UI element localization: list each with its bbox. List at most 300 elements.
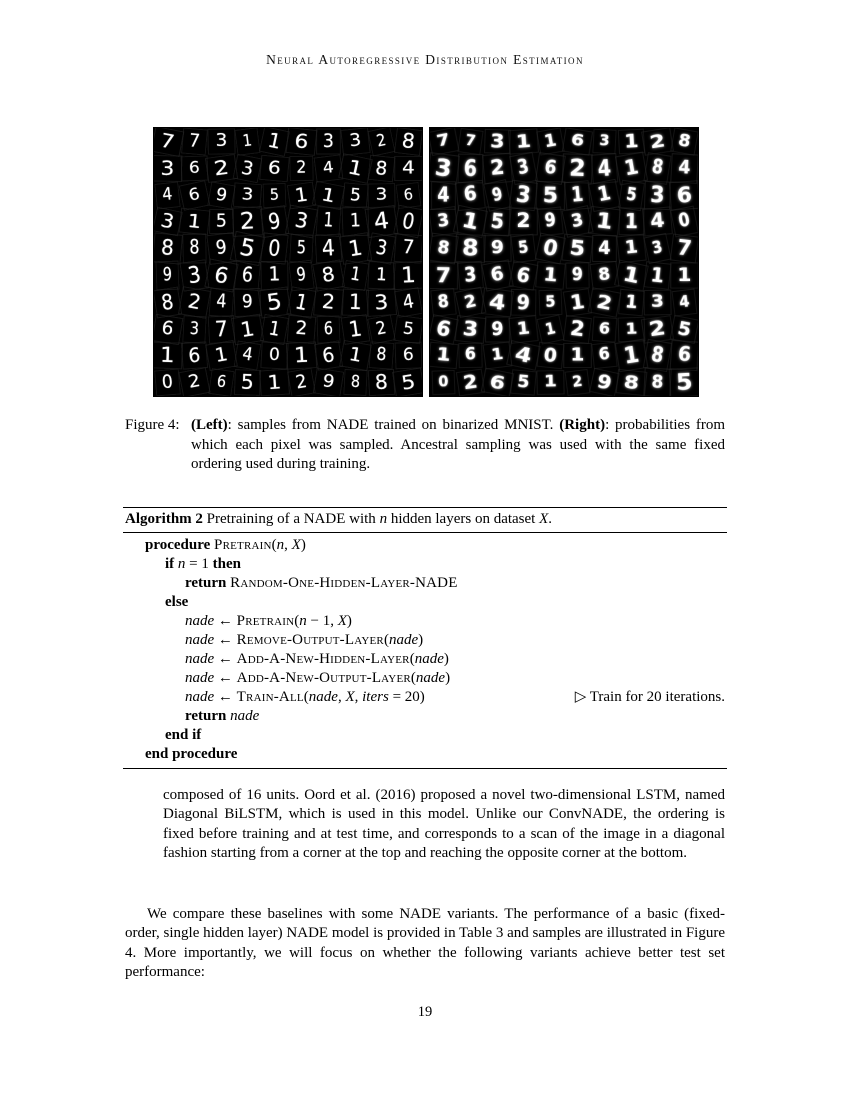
text-segment: Random-One-Hidden-Layer-NADE	[230, 575, 458, 591]
text-segment: ,	[284, 537, 292, 553]
algorithm-code	[185, 688, 425, 707]
mnist-digit-cell: 6	[592, 316, 617, 342]
text-segment: then	[212, 556, 241, 572]
mnist-digit-cell: 6	[314, 341, 343, 371]
mnist-digit-cell: 6	[591, 342, 617, 369]
mnist-digit-cell: 9	[260, 205, 289, 238]
mnist-digit-cell: 3	[484, 129, 511, 154]
mnist-digit-cell: 5	[234, 369, 261, 396]
mnist-digit-cell: 8	[429, 233, 459, 265]
text-segment: nade	[185, 670, 215, 686]
mnist-digit-cell: 3	[182, 315, 206, 343]
algorithm-line	[125, 593, 725, 612]
mnist-digit-cell: 1	[368, 261, 396, 290]
mnist-digit-cell: 3	[316, 129, 340, 155]
mnist-digit-cell: 3	[233, 154, 262, 183]
mnist-digit-cell: 7	[429, 261, 458, 289]
text-segment: else	[165, 594, 189, 610]
mnist-digit-cell: 4	[394, 287, 423, 318]
mnist-digit-cell: 6	[535, 152, 566, 185]
mnist-digit-cell: 1	[536, 127, 564, 155]
mnist-digit-cell: 7	[670, 234, 699, 264]
text-segment: ,	[354, 689, 363, 705]
mnist-digit-cell: 1	[614, 151, 647, 185]
text-segment: = 1	[185, 556, 213, 572]
text-segment: X	[291, 537, 301, 553]
mnist-digit-cell: 8	[153, 233, 183, 265]
mnist-digit-cell: 6	[457, 153, 483, 183]
mnist-digit-cell: 4	[234, 341, 261, 371]
text-segment: nade	[185, 689, 215, 705]
mnist-digit-cell: 1	[429, 342, 459, 369]
text-segment: = 20)	[388, 689, 425, 705]
mnist-digit-cell: 2	[287, 314, 316, 343]
mnist-digit-cell: 1	[315, 206, 341, 237]
mnist-digit-cell: 5	[536, 181, 566, 210]
mnist-digit-cell: 4	[592, 235, 616, 262]
algorithm-code	[145, 536, 306, 555]
mnist-digit-cell: 9	[511, 289, 537, 316]
text-segment: n	[177, 556, 186, 572]
mnist-digit-cell: 1	[178, 208, 210, 236]
mnist-digit-cell: 1	[453, 205, 488, 238]
mnist-digit-cell: 6	[234, 260, 261, 291]
text-segment: nade	[415, 670, 446, 686]
figure-label: Figure 4:	[125, 417, 180, 433]
mnist-digit-cell: 5	[230, 231, 266, 266]
algorithm-line	[125, 707, 725, 726]
text-segment: hidden layers on dataset	[387, 511, 540, 527]
mnist-digit-cell: 6	[178, 180, 210, 210]
text-segment: iters	[362, 689, 389, 705]
text-segment: (	[410, 670, 416, 686]
mnist-digit-cell: 6	[204, 258, 238, 292]
mnist-digit-cell: 8	[670, 127, 698, 155]
mnist-digit-cell: 0	[261, 342, 289, 370]
text-segment: (	[303, 689, 309, 705]
text-segment: : probabilities from which each pixel was sampled. Ancestral sampling was used with the same fixed ordering used during training.	[191, 417, 725, 472]
mnist-digit-cell: 3	[368, 183, 396, 208]
mnist-digit-cell: 1	[340, 314, 370, 345]
text-segment: − 1,	[306, 613, 338, 629]
mnist-digit-cell: 4	[507, 340, 542, 371]
text-segment: nade	[308, 689, 338, 705]
text-segment: ←	[214, 670, 237, 686]
algorithm-code	[185, 574, 458, 593]
mnist-digit-cell: 5	[618, 179, 645, 210]
mnist-digit-cell: 6	[316, 315, 340, 343]
text-segment: Pretraining of a NADE with	[206, 511, 380, 527]
mnist-digit-cell: 1	[617, 129, 644, 154]
mnist-digit-cell: 7	[207, 315, 234, 344]
mnist-digit-cell: 0	[535, 233, 566, 265]
mnist-digit-cell: 3	[644, 233, 672, 264]
mnist-digit-cell: 1	[259, 369, 290, 397]
algorithm-line	[125, 631, 725, 650]
running-head: Neural Autoregressive Distribution Estimation	[266, 52, 584, 67]
mnist-digit-cell: 1	[563, 288, 592, 317]
mnist-digit-cell: 4	[672, 288, 698, 316]
mnist-digit-cell: 2	[565, 369, 591, 396]
mnist-digit-cell: 5	[392, 368, 423, 397]
mnist-digit-cell: 8	[312, 259, 345, 291]
text-segment: (	[271, 537, 277, 553]
mnist-digit-cell: 4	[642, 207, 673, 237]
mnist-digit-cell: 5	[258, 286, 292, 318]
mnist-digit-cell: 1	[342, 288, 369, 316]
text-segment: : samples from NADE trained on binarized MNIST.	[227, 417, 560, 433]
mnist-digit-cell: 2	[562, 153, 593, 183]
mnist-digit-cell: 9	[313, 368, 344, 397]
mnist-digit-cell: 3	[429, 206, 458, 237]
figure-4-caption	[125, 416, 725, 475]
mnist-digit-cell: 3	[509, 152, 538, 185]
mnist-digit-cell: 0	[154, 369, 181, 397]
mnist-digit-cell: 6	[481, 259, 513, 291]
text-segment: procedure	[145, 537, 215, 553]
mnist-digit-cell: 6	[396, 182, 422, 209]
mnist-digit-cell: 6	[259, 155, 289, 182]
algorithm-body	[123, 533, 727, 768]
mnist-digit-cell: 8	[644, 152, 672, 185]
text-segment: ,	[337, 689, 346, 705]
mnist-digit-cell: 2	[204, 154, 237, 183]
mnist-digit-cell: 1	[588, 178, 621, 211]
mnist-digit-cell: 1	[261, 261, 289, 290]
text-segment: X	[345, 689, 355, 705]
algorithm-code	[185, 612, 352, 631]
mnist-digit-cell: 1	[205, 340, 238, 371]
mnist-digit-cell: 6	[395, 342, 423, 369]
mnist-digit-cell: 8	[182, 234, 206, 264]
mnist-digit-cell: 0	[670, 206, 698, 238]
mnist-digit-cell: 3	[340, 127, 370, 155]
text-segment: return	[185, 575, 231, 591]
text-segment: n	[379, 511, 388, 527]
mnist-digit-cell: 2	[232, 206, 264, 237]
mnist-digit-cell: 1	[508, 128, 539, 154]
mnist-digit-cell: 6	[181, 342, 208, 370]
mnist-digit-cell: 3	[153, 207, 183, 237]
mnist-digit-cell: 6	[180, 155, 208, 181]
mnist-digit-cell: 6	[429, 314, 459, 345]
text-segment: )	[445, 670, 451, 686]
text-segment: nade	[185, 613, 215, 629]
text-segment: Add-A-New-Hidden-Layer	[236, 651, 410, 667]
text-segment: end procedure	[145, 746, 238, 762]
mnist-digit-cell: 1	[618, 208, 644, 236]
mnist-digit-cell: 1	[563, 343, 591, 368]
mnist-digit-cell: 2	[289, 156, 313, 181]
mnist-digit-cell: 5	[669, 367, 699, 397]
algorithm-code	[165, 726, 201, 745]
algorithm-2-block	[123, 507, 727, 769]
mnist-digit-cell: 6	[669, 180, 699, 210]
figure-caption-text	[191, 416, 725, 475]
page-number: 19	[417, 1004, 433, 1020]
text-segment: )	[443, 651, 449, 667]
mnist-digit-cell: 9	[485, 316, 509, 342]
algorithm-code	[165, 593, 188, 612]
mnist-digit-cell: 3	[285, 205, 318, 239]
algorithm-line	[125, 688, 725, 707]
mnist-digit-cell: 0	[432, 370, 456, 395]
mnist-digit-cell: 2	[454, 286, 486, 318]
algorithm-line	[125, 669, 725, 688]
mnist-digit-cell: 1	[260, 313, 289, 344]
mnist-digit-cell: 2	[510, 208, 538, 236]
body-paragraph-1: composed of 16 units. Oord et al. (2016) proposed a novel two-dimensional LSTM, named Diagonal BiLSTM, which is used in this model. Unlike our ConvNADE, the ordering is fixed before training and at test time, and corresponds to a scan of the image in a diagonal fashion starting from a corner at the top and reaching the opposite corner at the bottom.	[163, 787, 725, 861]
algorithm-bottom-rule	[123, 768, 727, 769]
text-segment: nade	[414, 651, 444, 667]
mnist-digit-cell: 7	[457, 128, 483, 155]
mnist-digit-cell: 2	[587, 287, 620, 317]
mnist-digit-cell: 3	[429, 152, 460, 185]
mnist-digit-cell: 1	[537, 314, 565, 344]
mnist-digit-cell: 1	[670, 262, 698, 288]
mnist-digit-cell: 5	[263, 183, 287, 208]
mnist-digit-cell: 6	[153, 313, 183, 344]
mnist-digit-cell: 9	[234, 288, 262, 317]
text-segment: ←	[214, 689, 237, 705]
mnist-digit-cell: 6	[480, 368, 513, 397]
algorithm-line	[125, 555, 725, 574]
mnist-digit-cell: 2	[313, 287, 344, 318]
text-segment: (	[294, 613, 300, 629]
mnist-digit-cell: 1	[614, 339, 647, 373]
mnist-digit-cell: 2	[368, 314, 396, 344]
mnist-digit-cell: 1	[564, 180, 591, 210]
text-segment: )	[418, 632, 424, 648]
mnist-digit-cell: 2	[368, 127, 396, 156]
mnist-digit-cell: 6	[562, 127, 593, 155]
mnist-digit-cell: 1	[644, 261, 672, 289]
mnist-digit-cell: 5	[394, 314, 423, 343]
mnist-digit-cell: 7	[394, 233, 423, 263]
mnist-digit-cell: 4	[208, 287, 233, 317]
algorithm-code	[145, 745, 237, 764]
body-paragraph-2: We compare these baselines with some NADE variants. The performance of a basic (fixed-order, single hidden layer) NADE model is provided in Table 3 and samples are illustrated in Figure 4. More importantly, we will focus on whether the following variants achieve better test set performance:	[125, 906, 726, 980]
mnist-digit-cell: 2	[641, 127, 674, 155]
mnist-digit-cell: 3	[153, 155, 182, 182]
text-segment: (Left)	[191, 417, 228, 433]
mnist-digit-cell: 1	[312, 180, 345, 209]
mnist-probabilities-grid	[429, 127, 699, 397]
mnist-digit-cell: 6	[455, 179, 485, 210]
mnist-digit-cell: 4	[394, 156, 422, 181]
mnist-digit-cell: 1	[617, 316, 645, 341]
mnist-digit-cell: 3	[644, 289, 672, 315]
mnist-digit-cell: 9	[483, 179, 511, 212]
mnist-digit-cell: 1	[614, 260, 649, 292]
mnist-digit-cell: 1	[286, 342, 317, 370]
text-segment: (	[383, 632, 389, 648]
mnist-digit-cell: 2	[178, 286, 211, 319]
mnist-digit-cell: 8	[455, 234, 486, 263]
figure-4-images	[153, 127, 699, 397]
mnist-digit-cell: 6	[458, 343, 482, 368]
mnist-digit-cell: 2	[287, 368, 315, 397]
mnist-samples-grid	[153, 127, 423, 397]
mnist-digit-cell: 7	[181, 128, 208, 156]
mnist-digit-cell: 2	[456, 369, 485, 397]
mnist-digit-cell: 0	[537, 342, 565, 369]
text-segment: n	[276, 537, 285, 553]
mnist-digit-cell: 2	[482, 152, 513, 184]
algorithm-comment: ▷ Train for 20 iterations.	[574, 689, 725, 705]
text-segment: (	[409, 651, 415, 667]
text-segment: Train-All	[236, 689, 304, 705]
mnist-digit-cell: 1	[616, 234, 646, 264]
mnist-digit-cell: 9	[156, 261, 180, 291]
algorithm-code	[185, 707, 259, 726]
mnist-digit-cell: 1	[618, 289, 644, 316]
mnist-digit-cell: 4	[365, 205, 399, 238]
text-segment: )	[300, 537, 306, 553]
mnist-digit-cell: 8	[430, 288, 456, 317]
mnist-digit-cell: 1	[153, 342, 183, 370]
mnist-digit-cell: 3	[366, 288, 397, 317]
text-segment: n	[299, 613, 307, 629]
mnist-digit-cell: 1	[588, 206, 621, 237]
text-segment: (Right)	[559, 417, 606, 433]
mnist-digit-cell: 8	[153, 286, 182, 318]
mnist-digit-cell: 2	[641, 315, 674, 343]
algorithm-title	[123, 508, 727, 532]
mnist-digit-cell: 1	[393, 261, 423, 290]
mnist-digit-cell: 8	[394, 127, 423, 156]
text-segment: Pretrain	[214, 537, 272, 553]
mnist-digit-cell: 1	[338, 153, 373, 184]
mnist-digit-cell: 8	[589, 261, 619, 290]
text-segment: ←	[214, 632, 237, 648]
mnist-digit-cell: 0	[393, 205, 423, 238]
text-segment: nade	[230, 708, 260, 724]
mnist-digit-cell: 3	[367, 232, 396, 264]
algorithm-code	[185, 631, 423, 650]
mnist-digit-cell: 9	[565, 262, 589, 288]
algorithm-line	[125, 726, 725, 745]
mnist-digit-cell: 2	[563, 315, 592, 344]
mnist-digit-cell: 7	[429, 127, 459, 156]
mnist-digit-cell: 5	[561, 234, 593, 264]
text-segment: .	[548, 511, 553, 527]
mnist-digit-cell: 5	[670, 315, 699, 344]
text-segment: Add-A-New-Output-Layer	[236, 670, 411, 686]
algorithm-line	[125, 745, 725, 764]
text-segment: Pretrain	[236, 613, 295, 629]
text-segment: nade	[185, 651, 215, 667]
mnist-digit-cell: 1	[341, 260, 369, 291]
text-segment: ←	[214, 613, 237, 629]
mnist-digit-cell: 3	[644, 180, 671, 209]
mnist-digit-cell: 1	[235, 127, 261, 155]
mnist-digit-cell: 3	[207, 128, 235, 154]
mnist-digit-cell: 1	[537, 370, 565, 395]
text-segment: X	[337, 613, 347, 629]
text-segment: return	[185, 708, 231, 724]
mnist-digit-cell: 9	[207, 181, 235, 209]
algorithm-code	[165, 555, 241, 574]
mnist-digit-cell: 5	[289, 234, 313, 264]
mnist-digit-cell: 5	[511, 370, 537, 396]
mnist-digit-cell: 4	[313, 154, 343, 182]
mnist-digit-cell: 3	[457, 261, 484, 290]
text-segment: ←	[214, 651, 237, 667]
algorithm-line	[125, 574, 725, 593]
mnist-digit-cell: 1	[341, 207, 369, 237]
text-segment: )	[346, 613, 352, 629]
mnist-digit-cell: 6	[509, 260, 539, 290]
mnist-digit-cell: 3	[509, 179, 538, 210]
mnist-digit-cell: 1	[535, 261, 566, 289]
mnist-digit-cell: 5	[539, 289, 563, 315]
text-segment: Remove-Output-Layer	[236, 632, 384, 648]
mnist-digit-cell: 1	[287, 181, 316, 209]
mnist-digit-cell: 1	[338, 232, 371, 265]
mnist-digit-cell: 3	[454, 315, 486, 344]
mnist-digit-cell: 8	[615, 369, 647, 396]
mnist-digit-cell: 4	[670, 153, 698, 184]
text-segment: X	[539, 511, 549, 527]
mnist-digit-cell: 4	[591, 153, 618, 184]
mnist-digit-cell: 0	[261, 232, 289, 264]
mnist-digit-cell: 9	[537, 207, 563, 237]
text-segment: end if	[165, 727, 202, 743]
mnist-digit-cell: 4	[480, 287, 513, 317]
mnist-digit-cell: 6	[208, 368, 234, 397]
mnist-digit-cell: 1	[231, 313, 264, 345]
mnist-digit-cell: 4	[154, 181, 180, 209]
mnist-digit-cell: 2	[178, 367, 210, 397]
mnist-digit-cell: 6	[670, 340, 699, 371]
algorithm-line	[125, 536, 725, 555]
mnist-digit-cell: 8	[368, 369, 395, 396]
mnist-digit-cell: 8	[643, 339, 672, 372]
mnist-digit-cell: 5	[209, 209, 233, 234]
text-segment: if	[165, 556, 178, 572]
mnist-digit-cell: 3	[561, 206, 593, 239]
algorithm-line	[125, 650, 725, 669]
algorithm-line	[125, 612, 725, 631]
mnist-digit-cell: 1	[286, 286, 316, 318]
mnist-digit-cell: 6	[286, 127, 318, 156]
mnist-digit-cell: 5	[483, 207, 511, 237]
mnist-digit-cell: 5	[511, 234, 537, 263]
mnist-digit-cell: 1	[482, 342, 512, 370]
text-segment: nade	[185, 632, 215, 648]
mnist-digit-cell: 3	[233, 182, 262, 208]
mnist-digit-cell: 9	[483, 235, 511, 262]
mnist-digit-cell: 4	[314, 234, 341, 264]
mnist-digit-cell: 1	[509, 315, 539, 343]
mnist-digit-cell: 4	[431, 181, 455, 209]
mnist-digit-cell: 5	[342, 182, 368, 208]
mnist-digit-cell: 9	[288, 260, 314, 292]
mnist-digit-cell: 8	[644, 368, 672, 397]
mnist-digit-cell: 3	[592, 129, 616, 154]
mnist-digit-cell: 1	[339, 340, 372, 371]
mnist-digit-cell: 8	[343, 369, 367, 396]
mnist-digit-cell: 3	[179, 259, 209, 291]
text-segment: Algorithm 2	[125, 511, 207, 527]
text-segment: nade	[388, 632, 419, 648]
mnist-digit-cell: 1	[259, 127, 290, 157]
mnist-digit-cell: 7	[153, 127, 184, 157]
mnist-digit-cell: 9	[589, 368, 619, 397]
mnist-digit-cell: 9	[206, 232, 236, 265]
algorithm-code	[185, 669, 450, 688]
